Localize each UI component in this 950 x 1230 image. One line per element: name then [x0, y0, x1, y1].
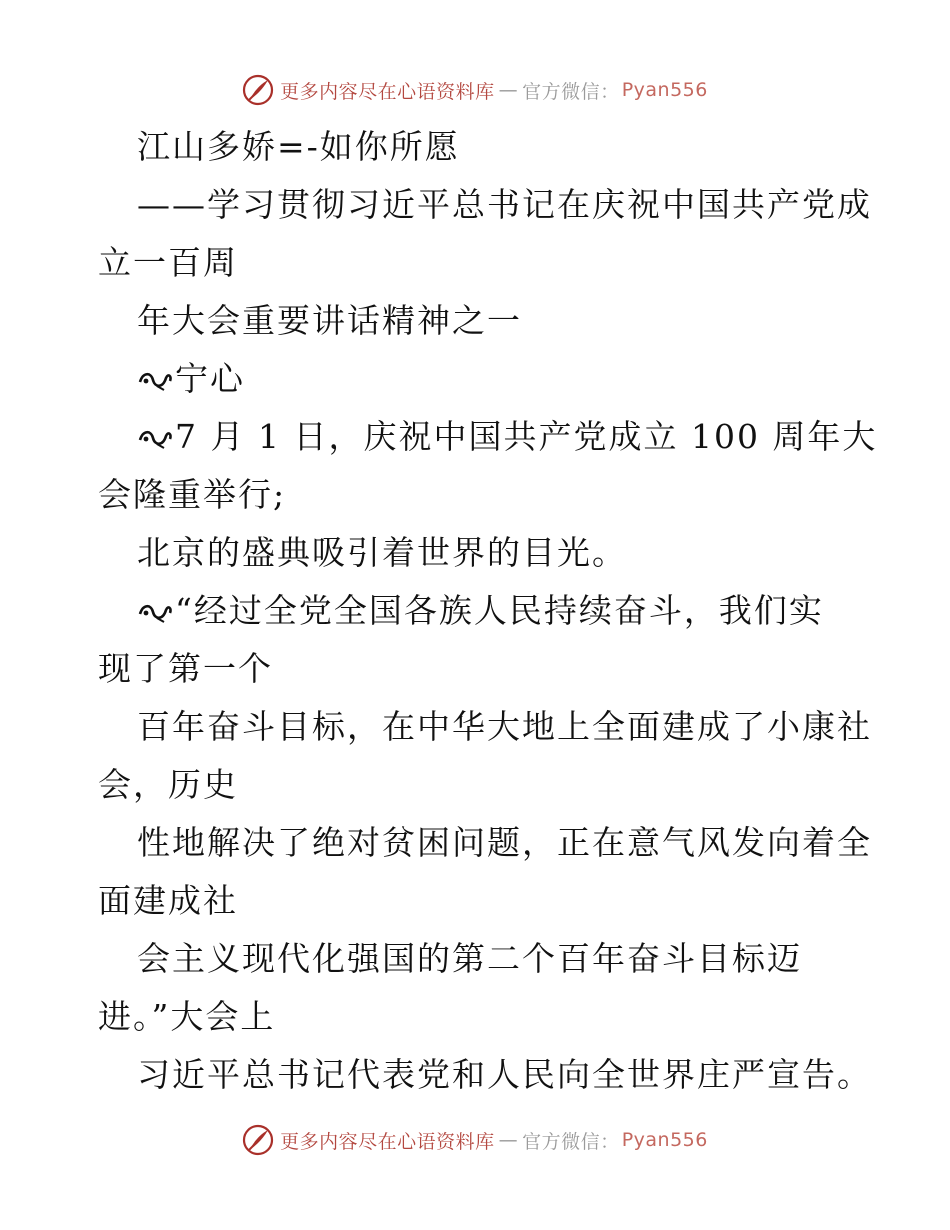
paragraph-line: 面建成社 [98, 881, 238, 920]
paragraph-line: 进。”大会上 [98, 997, 276, 1036]
header-banner [0, 72, 950, 108]
paragraph-line: 百年奋斗目标，在中华大地上全面建成了小康社 [137, 707, 872, 746]
paragraph-line [137, 408, 877, 466]
banner-site-text: 更多内容尽在心语资料库 [280, 1130, 495, 1153]
paragraph-line: 习近平总书记代表党和人民向全世界庄严宣告。 [137, 1055, 872, 1094]
paragraph-line: 现了第一个 [98, 649, 273, 688]
scroll-ornament-icon [137, 600, 173, 624]
document-subtitle-line: ——学习贯彻习近平总书记在庆祝中国共产党成 [137, 185, 872, 224]
paragraph-line: 性地解决了绝对贫困问题，正在意气风发向着全 [137, 823, 872, 862]
feather-pen-logo-icon [242, 74, 274, 106]
author-name: 宁心 [175, 359, 245, 398]
banner-site-text: 更多内容尽在心语资料库 [280, 80, 495, 103]
paragraph-line: 北京的盛典吸引着世界的目光。 [137, 533, 627, 572]
banner-wechat-id: Pyan556 [621, 79, 708, 101]
banner-separator: — [498, 79, 519, 101]
paragraph-line [137, 582, 824, 640]
feather-pen-logo-icon [242, 1124, 274, 1156]
author-line [137, 350, 245, 408]
document-subtitle-line: 立一百周 [98, 243, 238, 282]
document-title: 江山多娇=-如你所愿 [137, 127, 460, 166]
footer-banner [0, 1122, 950, 1158]
scroll-ornament-icon [137, 426, 173, 450]
document-subtitle-line: 年大会重要讲话精神之一 [137, 301, 522, 340]
banner-separator: — [498, 1129, 519, 1151]
paragraph-text: 7 月 1 日，庆祝中国共产党成立 100 周年大 [175, 417, 878, 456]
paragraph-line: 会主义现代化强国的第二个百年奋斗目标迈 [137, 939, 802, 978]
paragraph-text: “经过全党全国各族人民持续奋斗，我们实 [175, 591, 824, 630]
banner-wechat-id: Pyan556 [621, 1129, 708, 1151]
paragraph-line: 会隆重举行; [98, 475, 287, 514]
paragraph-line: 会，历史 [98, 765, 238, 804]
banner-wechat-label: 官方微信： [522, 80, 620, 103]
scroll-ornament-icon [137, 368, 173, 392]
banner-wechat-label: 官方微信： [522, 1130, 620, 1153]
